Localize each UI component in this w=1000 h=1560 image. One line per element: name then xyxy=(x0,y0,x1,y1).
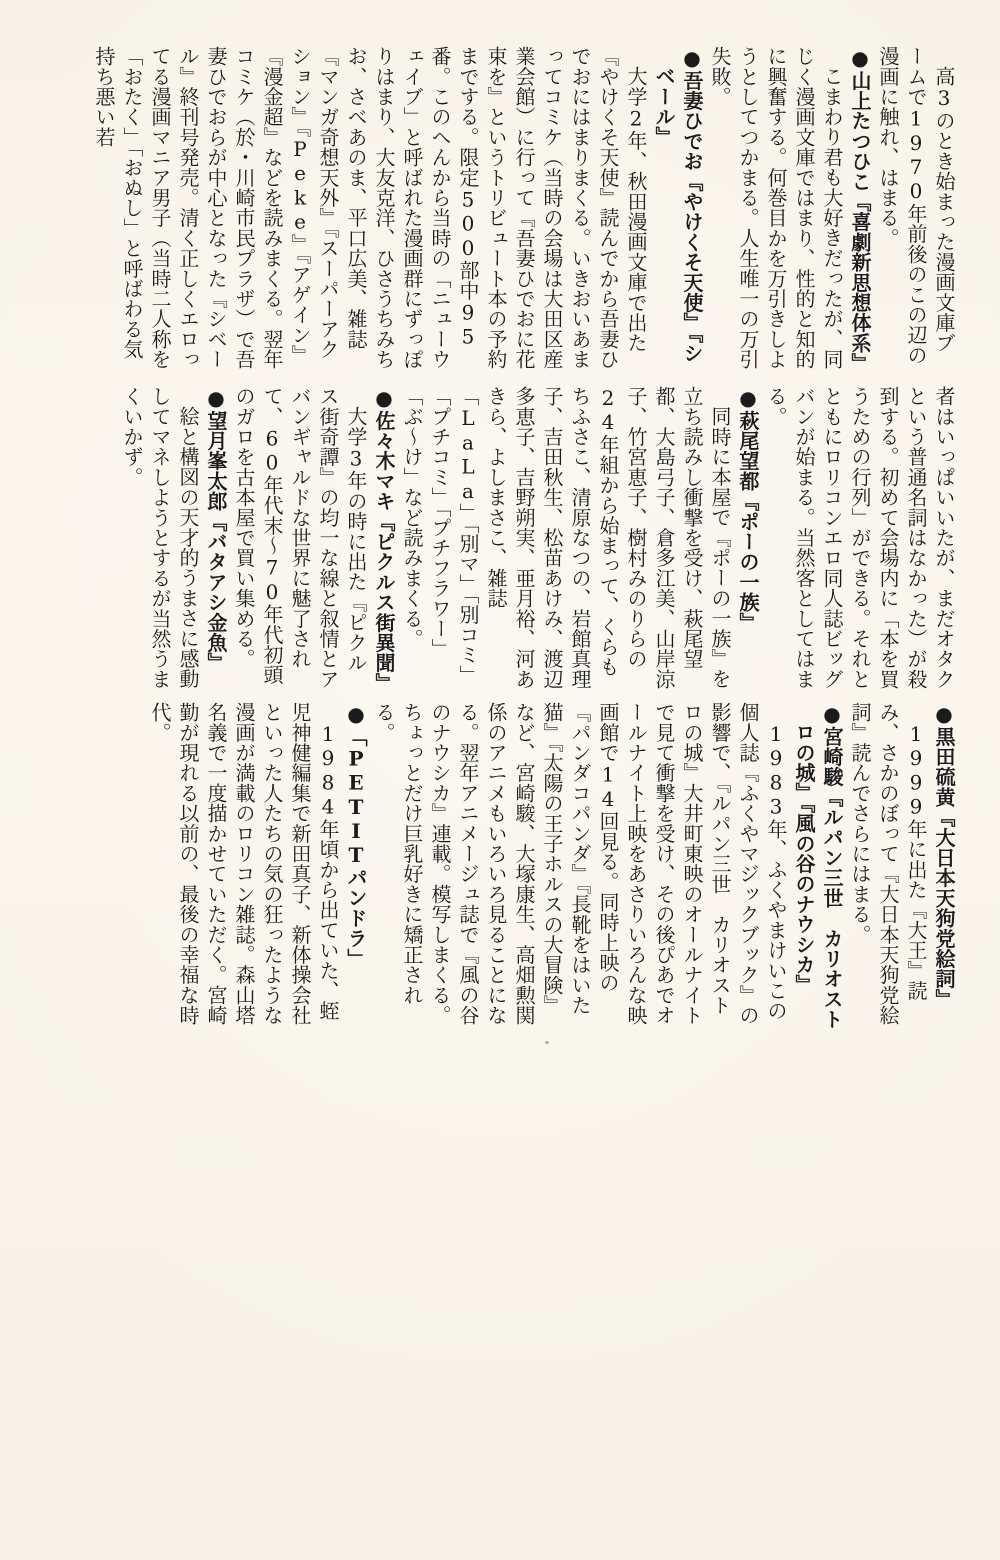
text-band-middle xyxy=(118,386,958,692)
body-paragraph: 絵と構図の天才的うまさに感動してマネしようとするが当然うまくいかず。 xyxy=(120,386,200,689)
body-paragraph: こまわり君も大好きだったが、同じく漫画文庫ではまり、性的と知的に興奮する。何巻目かを万引きしようとしてつかまる。人生唯一の万引失敗。 xyxy=(708,46,844,370)
body-paragraph: 者はいっぱいいたが、まだオタクという普通名詞はなかった）が殺到する。初めて会場内に「本を買うための行列」ができる。それとともにロリコンエロ同人誌ビッグバンが始まる。当然客としてはまる。 xyxy=(764,386,956,689)
body-paragraph: 1984年頃から出ていた、蛭児神健編集で新田真子、新体操会社といった人たちの気の狂ったような漫画が満載のロリコン雑誌。森山塔名義で一度描かせていただく。宮崎勤が現れる以前の、最後の幸福な時代。 xyxy=(148,702,340,1026)
entry-heading: ●佐々木マキ『ピクルス街異聞』 xyxy=(372,386,396,693)
entry-heading: ●吾妻ひでお『やけくそ天使』『シベール』 xyxy=(652,46,704,364)
entry-heading: ●山上たつひこ『喜劇新思想体系』 xyxy=(848,46,872,374)
entry-heading: ●「PETITパンドラ」 xyxy=(344,702,368,969)
entry-heading: ●萩尾望都『ポーの一族』 xyxy=(736,386,760,633)
entry-heading: ●宮崎駿『ルパン三世 カリオストロの城』『風の谷のナウシカ』 xyxy=(792,702,844,1030)
body-paragraph: 1983年、ふくやまけいこの個人誌『ふくやマジックブック』の影響で、『ルパン三世 カリオストロの城』大井町東映のオールナイトで見て衝撃を受け、その後ぴあでオールナイト上映をあさりいろんな映画館で14回見る。同時上映の『パンダコパンダ』『長靴をはいた猫』『太陽の王子ホルスの大冒険』など、宮崎駿、大塚康生、高畑勲関係のアニメもいろいろ見ることになる。翌年アニメージュ誌で『風の谷のナウシカ』連載。模写しまくる。ちょっとだけ巨乳好きに矯正される。 xyxy=(372,702,788,1026)
body-paragraph: 1999年に出た『大王』読み、さかのぼって『大日本天狗党絵詞』読んでさらにはまる。 xyxy=(848,702,928,1026)
entry-heading: ●望月峯太郎『バタアシ金魚』 xyxy=(204,386,228,673)
ink-speck xyxy=(545,1041,549,1044)
body-paragraph: 高3のとき始まった漫画文庫ブームで1970年前後のこの辺の漫画に触れ、はまる。 xyxy=(876,46,956,366)
entry-heading: ●黒田硫黄『大日本天狗党絵詞』 xyxy=(932,702,956,1009)
body-paragraph: 同時に本屋で『ポーの一族』を立ち読みし衝撃を受け、萩尾望都、大島弓子、倉多江美、山岸涼子、竹宮恵子、樹村みのりらの24年組から始まって、くらもちふさこ、清原なつの、岩館真理子、吉田秋生、松苗あけみ、渡辺多恵子、吉野朔実、亜月裕、河あきら、よしまさこ、雑誌「LaLa」「別マ」「別コミ」「プチコミ」「プチフラワー」「ぶ〜け」など読みまくる。 xyxy=(400,386,732,689)
body-paragraph: 大学3年の時に出た『ピクルス街奇譚』の均一な線と叙情とアバンギャルドな世界に魅了されて、60年代末〜70年代初頭のガロを古本屋で買い集める。 xyxy=(232,386,368,689)
text-band-bottom xyxy=(146,702,958,1032)
text-band-top xyxy=(90,46,958,374)
body-paragraph: 大学2年、秋田漫画文庫で出た『やけくそ天使』読んでから吾妻ひでおにはまりまくる。いきおいあまってコミケ（当時の会場は大田区産業会館）に行って『吾妻ひでおに花束を』というトリビュート本の予約までする。限定500部中95番。このへんから当時の「ニューウェイブ」と呼ばれた漫画群にずっぽりはまり、大友克洋、ひさうちみちお、さべあのま、平口広美、雑誌『マンガ奇想天外』『スーパーアクション』『Peke』『アゲイン』『漫金超』などを読みまくる。翌年コミケ（於・川崎市民プラザ）で吾妻ひでおらが中心となった『シベール』終刊号発売。清く正しくエロってる漫画マニア男子（当時二人称を「おたく」「おぬし」と呼ばわる気持ち悪い若 xyxy=(92,46,648,370)
